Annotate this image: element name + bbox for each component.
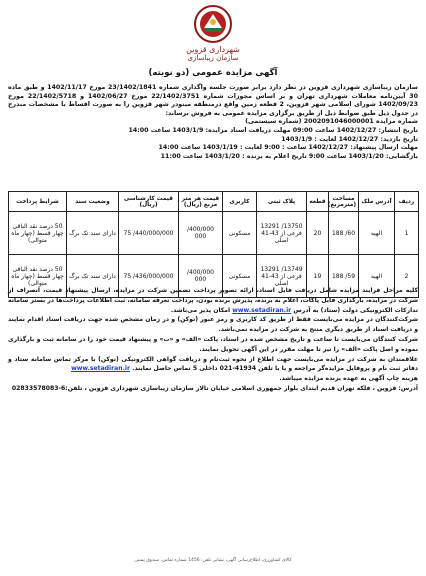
cell-usage: مسکونی (223, 212, 257, 255)
organization-logo (170, 4, 256, 66)
header-unit-price: قیمت هر متر مربع (ریال) (179, 192, 223, 212)
cell-registry: 13749/ 13291 فرعی از 43-41 اصلی (257, 255, 307, 298)
conditions-text (8, 286, 418, 394)
note-token: شرکت‌کنندگان در مزایده می‌بایست فقط از طریق کد کاربری و رمز عبور (توکن) و در زمان مشخص شده جهت دریافت اسناد اقدام نمایند و دریافت اسناد از طریق دیگری منتج به شرکت در مزایده نمی‌باشد. (8, 316, 418, 334)
auction-items-table (8, 191, 419, 298)
cell-price: 436/000/000/ 75 (119, 255, 179, 298)
header-row-number: ردیف (395, 192, 419, 212)
table-row (9, 212, 419, 255)
setadiran-link-2[interactable]: www.setadiran.ir (71, 365, 130, 373)
cell-address: الهیه (359, 255, 395, 298)
cell-row-number: 1 (395, 212, 419, 255)
cell-unit-price: 400/000/ 000 (179, 255, 223, 298)
setadiran-link[interactable]: www.setadiran.ir (232, 306, 292, 314)
header-usage: کاربری (223, 192, 257, 212)
bid-deadline: مهلت ارسال پیشنهاد: 1402/12/27 ساعت : 9:00 لغایت : 1403/1/19 ساعت 14:00 (158, 144, 418, 152)
note-registration-text: علاقمندان به شرکت در مزایده می‌بایست جهت اطلاع از نحوه ثبت‌نام و دریافت گواهی الکترونیکی (توکن) با مرکز تماس سامانه ستاد و دفاتر ثبت نام و پروفایل مزایده‌گر مراجعه و یا با تلفن 41934-021 داخلی 5 تماس حاصل نمایند. (8, 355, 418, 373)
note-envelopes: شرکت کنندگان می‌بایست تا ساعت و تاریخ مشخص شده در اسناد، پاکت «الف» و «ب» و پیشنهاد قیمت خود را در سامانه ثبت و بارگذاری نموده و اصل پاکت «الف» را نیز تا مهلت مقرر در این آگهی تحویل نمایند. (8, 335, 418, 353)
header-price: قیمت کارشناسی (ریال) (119, 192, 179, 212)
table-header-row (9, 192, 419, 212)
note-registration (8, 355, 418, 375)
intro-paragraph: سازمان زیباسازی شهرداری قزوین در نظر دارد برابر صورت جلسه واگذاری شماره 23/1402/1841 مورخ 1402/11/17 و طبق ماده 30 آیین‌نامه معاملات شهرداری تهران و بر اساس مجوزات شماره 22/1402/3751 مورخ 1402/06/27 و 22/1402/5718 مورخ 1402/09/23 شورای اسلامی شهر قزوین، 2 قطعه زمین واقع درمنطقه مینودر شهر قزوین را به صورت اقساط با مشخصات مندرج در جدول ذیل طبق ضوابط ذیل از طریق برگزاری مزایده عمومی به فروش برساند: (8, 84, 418, 117)
cell-area: 60/ 188 (329, 212, 359, 255)
note-process-text: کلیه مراحل فرایند مزایده شامل دریافت فایل اسناد، ارائه تصویر پرداخت تضمین شرکت در مزایده، ارسال پیشنهاد قیمت، انصراف از شرکت در مزایده، بارگذاری فایل پاکات، اعلام به برنده، پذیرش برنده بودن، پرداخت تعرفه سامانه، ثبت اطلاعات پرداخت‌ها در بستر سامانه تدارکات الکترونیکی دولت (ستاد) به آدرس (8, 287, 418, 314)
opening-date: بازگشایی: 1403/1/20 ساعت 9:00 تاریخ اعلام به برنده : 1403/1/20 ساعت 11:00 (160, 152, 418, 160)
page-title: آگهی مزایده عمومی (دو نوبته) (148, 68, 278, 78)
cell-payment: 50 درصد نقد الباقی چهار قسط (چهار ماه متوالی) (9, 255, 67, 298)
cell-plot: 20 (307, 212, 329, 255)
cell-deed: دارای سند تک برگ (67, 212, 119, 255)
auction-number: شماره مزایده 2002091046000001 (شماره سیستمی) (245, 118, 418, 126)
publish-date: تاریخ انتشار: 1402/12/27 ساعت 09:00 مهلت دریافت اسناد مزایده: 1403/1/9 ساعت 14:00 (128, 126, 418, 134)
note-process-end: امکان پذیر می‌باشد. (170, 306, 231, 314)
cell-row-number: 2 (395, 255, 419, 298)
cell-deed: دارای سند تک برگ (67, 255, 119, 298)
cell-registry: 13750/ 13291 فرعی از 43-41 اصلی (257, 212, 307, 255)
header-deed: وضعیت سند (67, 192, 119, 212)
header-area: مساحت (مترمربع) (329, 192, 359, 212)
header-payment: شرایط پرداخت (9, 192, 67, 212)
org-unit: سازمان زیباسازی (187, 54, 239, 62)
cell-plot: 19 (307, 255, 329, 298)
note-process (8, 286, 418, 315)
footer-text: کالای کشاورزی، اطلاع‌رسانی آگهی، نشانی تلفن: 1456 شماره تماس، صندوق پستی (134, 558, 292, 563)
header-registry: پلاک ثبتی (257, 192, 307, 212)
cell-area: 59/ 188 (329, 255, 359, 298)
visit-date: تاریخ بازدید: 1402/12/27 لغایت : 1403/1/9 (281, 135, 418, 143)
cell-payment: 50 درصد نقد الباقی چهار قسط (چهار ماه متوالی) (9, 212, 67, 255)
municipality-emblem-icon (190, 4, 236, 44)
note-ad-cost: هزینه چاپ آگهی به عهده برنده مزایده میباشد. (279, 375, 418, 383)
intro-text (8, 84, 418, 161)
org-name: شهرداری قزوین (186, 45, 240, 54)
cell-unit-price: 400/000/ 000 (179, 212, 223, 255)
header-address: آدرس ملک (359, 192, 395, 212)
cell-price: 440/000/000/ 75 (119, 212, 179, 255)
cell-address: الهیه (359, 212, 395, 255)
note-address: آدرس: قزوین ، فلکه تهران قدیم ابتدای بلوار جمهوری اسلامی خیابان تالار سازمان زیباسازی شهرداری قزوین ، تلفن:6-02833578083 (11, 384, 418, 392)
header-plot: قطعه (307, 192, 329, 212)
cell-usage: مسکونی (223, 255, 257, 298)
